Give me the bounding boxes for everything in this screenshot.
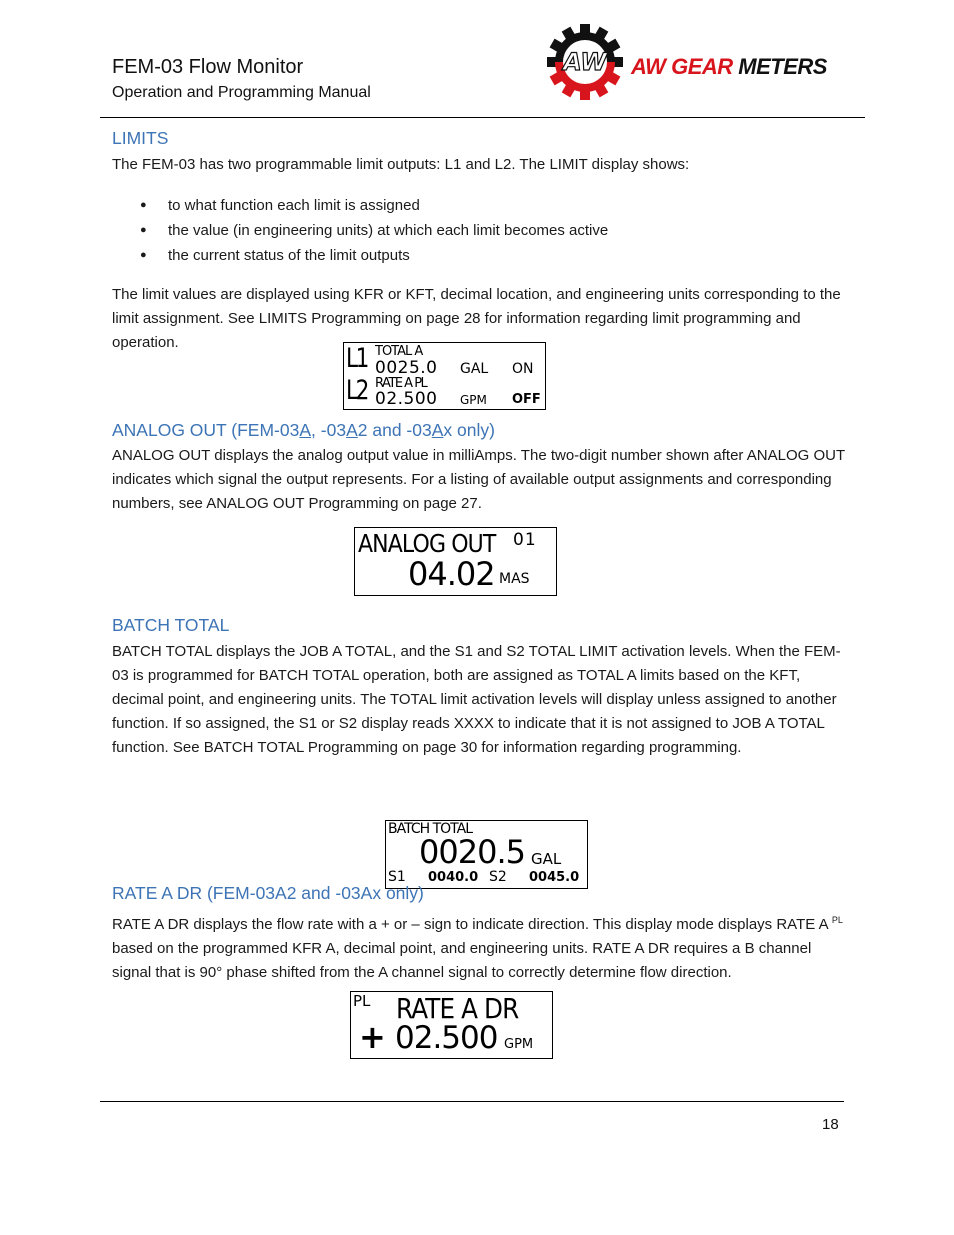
logo-gear: GEAR — [671, 54, 733, 79]
limits-lcd-display — [343, 342, 546, 410]
list-item: ● to what function each limit is assigned — [140, 193, 608, 218]
lcd-analog-code: 01 — [513, 530, 537, 550]
lcd-s2-label: S2 — [489, 869, 507, 885]
document-title: FEM-03 Flow Monitor — [112, 56, 304, 78]
gear-logo-icon — [546, 22, 624, 102]
limits-intro: The FEM-03 has two programmable limit outputs: L1 and L2. The LIMIT display shows: — [112, 156, 690, 173]
lcd-s2-value: 0045.0 — [529, 870, 580, 885]
page-number: 18 — [822, 1116, 839, 1133]
lcd-rate-unit: GPM — [504, 1037, 534, 1052]
batch-total-lcd-display — [385, 820, 588, 889]
logo-meters: METERS — [738, 54, 827, 79]
lcd-s1-label: S1 — [388, 869, 406, 885]
logo-aw: AW — [631, 54, 666, 79]
list-item: ● the current status of the limit outputs — [140, 243, 608, 268]
lcd-l2-unit: GPM — [460, 393, 487, 407]
batch-total-body: BATCH TOTAL displays the JOB A TOTAL, and the S1 and S2 TOTAL LIMIT activation levels. When the FEM-03 is programmed for BATCH TOTAL operation, both are assigned as TOTAL A limits based on the KFT, decimal point, and engineering units. The TOTAL limit activation levels will display unless assigned to another function. If so assigned, the S1 or S2 display reads XXXX to indicate that it is not assigned to JOB A TOTAL function. See BATCH TOTAL Programming on page 30 for information regarding programming. — [112, 643, 841, 756]
lcd-l2-function: RATE A PL — [375, 376, 427, 391]
rate-a-dr-heading: RATE A DR (FEM-03A2 and -03Ax only) — [112, 883, 424, 903]
lcd-s1-value: 0040.0 — [428, 870, 479, 885]
batch-total-heading: BATCH TOTAL — [112, 615, 230, 635]
lcd-l1-status: ON — [512, 361, 534, 377]
lcd-l1-unit: GAL — [460, 361, 489, 377]
rate-a-dr-lcd-display — [350, 991, 553, 1059]
lcd-l2-label: L2 — [346, 375, 367, 406]
lcd-batch-label: BATCH TOTAL — [388, 821, 472, 837]
lcd-l2-status: OFF — [512, 392, 541, 407]
lcd-rate-label: RATE A DR — [396, 992, 519, 1025]
lcd-l1-function: TOTAL A — [375, 344, 423, 359]
limits-bullet-list — [140, 193, 608, 268]
footer-divider — [100, 1101, 844, 1102]
lcd-batch-unit: GAL — [531, 850, 562, 868]
company-logo-text — [631, 54, 827, 80]
document-subtitle: Operation and Programming Manual — [112, 84, 371, 101]
analog-out-lcd-display — [354, 527, 557, 596]
lcd-batch-value: 0020.5 — [419, 833, 525, 871]
lcd-rate-sign: + — [359, 1018, 386, 1056]
list-item: ● the value (in engineering units) at which each limit becomes active — [140, 218, 608, 243]
lcd-l1-label: L1 — [346, 343, 367, 374]
lcd-rate-pl: PL — [353, 992, 371, 1010]
lcd-analog-unit: MAS — [499, 571, 530, 587]
lcd-l1-value: 0025.0 — [375, 358, 438, 378]
lcd-analog-label: ANALOG OUT — [358, 529, 496, 558]
lcd-analog-value: 04.02 — [408, 555, 495, 593]
rate-a-dr-body: RATE A DR displays the flow rate with a + or – sign to indicate direction. This display mode displays RATE A $^{PL}$ based on the programmed KFR A, decimal point, and engineering units. RATE A DR requires a B channel signal that is 90° phase shifted from the A channel signal to correctly determine flow direction. — [112, 915, 843, 981]
analog-out-body: ANALOG OUT displays the analog output value in milliAmps. The two-digit number shown after ANALOG OUT indicates which signal the output represents. For a listing of available output assignments and corresponding numbers, see ANALOG OUT Programming on page 27. — [112, 447, 845, 512]
lcd-l2-value: 02.500 — [375, 389, 438, 409]
header-divider — [100, 117, 865, 118]
limits-body: The limit values are displayed using KFR or KFT, decimal location, and engineering units corresponding to the limit assignment. See LIMITS Programming on page 28 for information regarding limit programming and operation. — [112, 286, 841, 351]
limits-heading: LIMITS — [112, 128, 169, 148]
svg-text:AW: AW — [563, 48, 607, 76]
lcd-rate-value: 02.500 — [395, 1020, 498, 1056]
analog-out-heading: ANALOG OUT (FEM-03A, -03A2 and -03Ax only) — [112, 420, 495, 440]
